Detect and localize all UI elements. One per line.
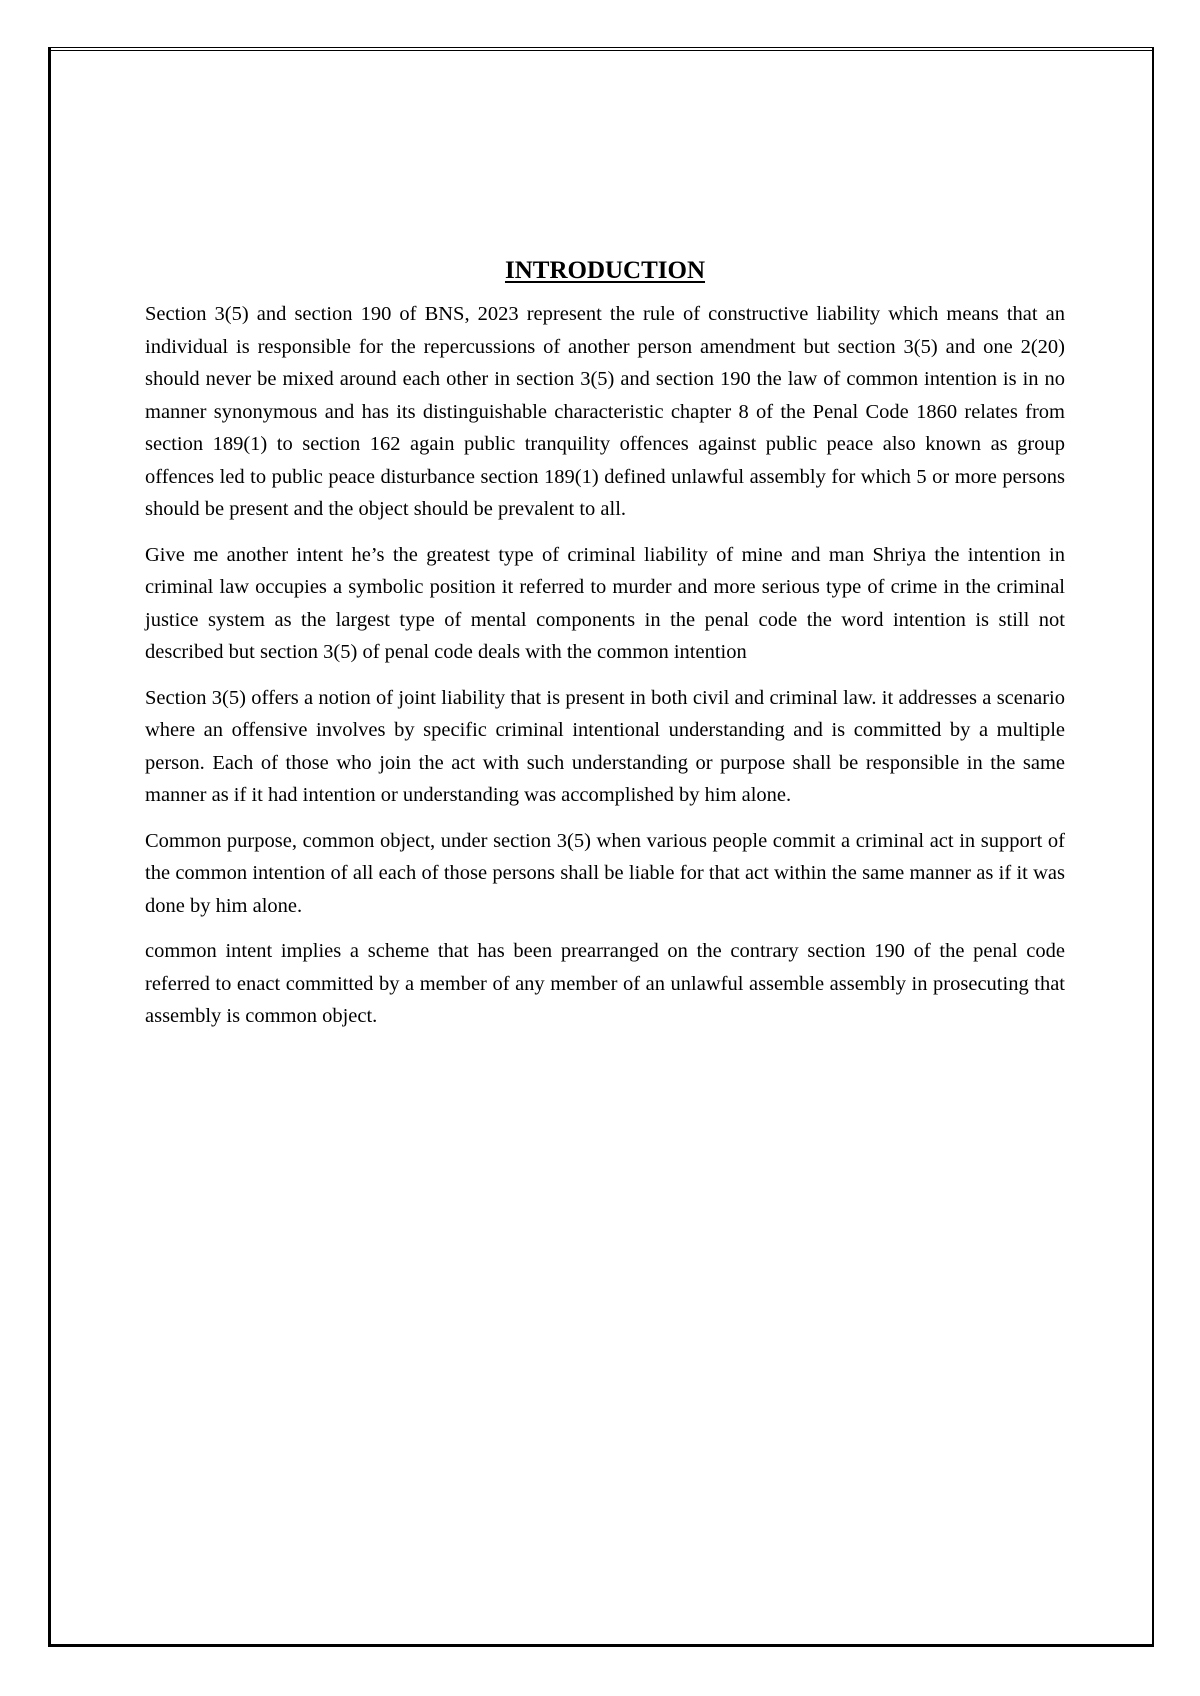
paragraph-5: common intent implies a scheme that has been prearranged on the contrary section 190 of the penal code referred to enact committed by a member of any member of an unlawful assemble assembly in prosecuting that assembly is common object. bbox=[145, 940, 1065, 1027]
paragraph-3: Section 3(5) offers a notion of joint liability that is present in both civil and criminal law. it addresses a scenario where an offensive involves by specific criminal intentional understanding and is committed by a multiple person. Each of those who join the act with such understanding or purpose shall be responsible in the same manner as if it had intention or understanding was accomplished by him alone. bbox=[145, 686, 1065, 806]
paragraph-2: Give me another intent he’s the greatest type of criminal liability of mine and man Shriya the intention in criminal law occupies a symbolic position it referred to murder and more serious type of crime in the criminal justice system as the largest type of mental components in the penal code the word intention is still not described but section 3(5) of penal code deals with the common intention bbox=[145, 543, 1065, 663]
paragraph-4: Common purpose, common object, under section 3(5) when various people commit a criminal act in support of the common intention of all each of those persons shall be liable for that act within the same manner as if it was done by him alone. bbox=[145, 829, 1065, 917]
document-body bbox=[145, 254, 1065, 1046]
page-title: INTRODUCTION bbox=[504, 257, 706, 284]
paragraph-1: Section 3(5) and section 190 of BNS, 2023 represent the rule of constructive liability which means that an individual is responsible for the repercussions of another person amendment but section 3(5) and one 2(20) should never be mixed around each other in section 3(5) and section 190 the law of common intention is in no manner synonymous and has its distinguishable characteristic chapter 8 of the Penal Code 1860 relates from section 189(1) to section 162 again public tranquility offences against public peace also known as group offences led to public peace disturbance section 189(1) defined unlawful assembly for which 5 or more persons should be present and the object should be prevalent to all. bbox=[145, 303, 1065, 520]
